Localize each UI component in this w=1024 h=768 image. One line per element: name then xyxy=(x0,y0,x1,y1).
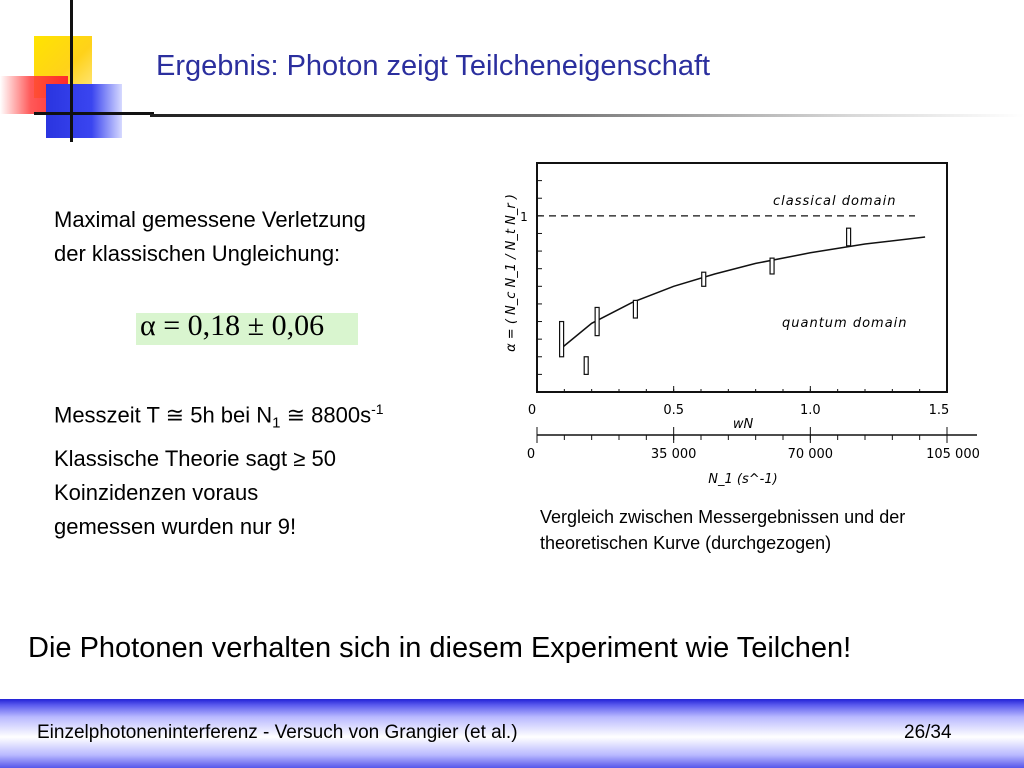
page-number: 26/34 xyxy=(904,722,952,743)
violation-line-1: Maximal gemessene Verletzung xyxy=(54,207,366,232)
logo-blue-square xyxy=(46,84,122,138)
caption-line-2: theoretischen Kurve (durchgezogen) xyxy=(540,533,832,553)
y-tick-label: 1 xyxy=(520,209,528,224)
title-underline xyxy=(150,114,1024,117)
x2-tick-label: 70 000 xyxy=(787,447,834,462)
measurement-chart xyxy=(495,155,995,495)
messzeit-prefix: Messzeit T ≅ 5h bei N xyxy=(54,402,273,428)
y-axis-label: α = ( N_c N_1 / N_t N_r ) xyxy=(504,194,519,352)
messzeit-mid: ≅ 8800s xyxy=(280,402,372,428)
x-tick-label: 1.0 xyxy=(799,403,821,418)
measurement-point xyxy=(702,272,706,286)
classical-domain-label: classical domain xyxy=(773,194,897,209)
violation-line-2: der klassischen Ungleichung: xyxy=(54,241,341,266)
measurement-point xyxy=(584,357,588,375)
x-tick-label: 0.5 xyxy=(663,403,685,418)
chart-layer xyxy=(504,163,980,487)
logo-horizontal-line xyxy=(34,112,154,115)
theory-line-1: Klassische Theorie sagt ≥ 50 xyxy=(54,446,336,471)
caption-line-1: Vergleich zwischen Messergebnissen und der xyxy=(540,507,906,527)
theory-line-2: Koinzidenzen voraus xyxy=(54,480,259,505)
x2-tick-label: 0 xyxy=(526,447,536,462)
measurement-point xyxy=(847,228,851,246)
measurement-point xyxy=(633,300,637,318)
theory-line-3: gemessen wurden nur 9! xyxy=(54,514,297,539)
footer-title: Einzelphotoneninterferenz - Versuch von Grangier (et al.) xyxy=(37,722,518,743)
quantum-domain-label: quantum domain xyxy=(782,316,908,331)
x2-axis-label: N_1 (s^-1) xyxy=(708,472,778,487)
theory-curve xyxy=(562,237,926,348)
chart-caption xyxy=(540,504,1010,556)
messzeit-superscript: -1 xyxy=(371,401,384,417)
measurement-point xyxy=(595,307,599,335)
x2-tick-label: 105 000 xyxy=(926,447,980,462)
x-axis-label: wN xyxy=(732,417,754,432)
x-tick-label: 1.5 xyxy=(928,403,950,418)
x2-tick-label: 35 000 xyxy=(650,447,697,462)
alpha-formula: α = 0,18 ± 0,06 xyxy=(140,309,325,342)
conclusion-text: Die Photonen verhalten sich in diesem Experiment wie Teilchen! xyxy=(28,632,852,664)
messzeit-text xyxy=(54,392,384,441)
measurement-point xyxy=(770,258,774,274)
messzeit-subscript: 1 xyxy=(272,414,281,432)
logo-vertical-line xyxy=(70,0,73,142)
slide-title: Ergebnis: Photon zeigt Teilcheneigenschaft xyxy=(156,50,711,82)
x-tick-label: 0 xyxy=(527,403,537,418)
measurement-point xyxy=(560,322,564,357)
